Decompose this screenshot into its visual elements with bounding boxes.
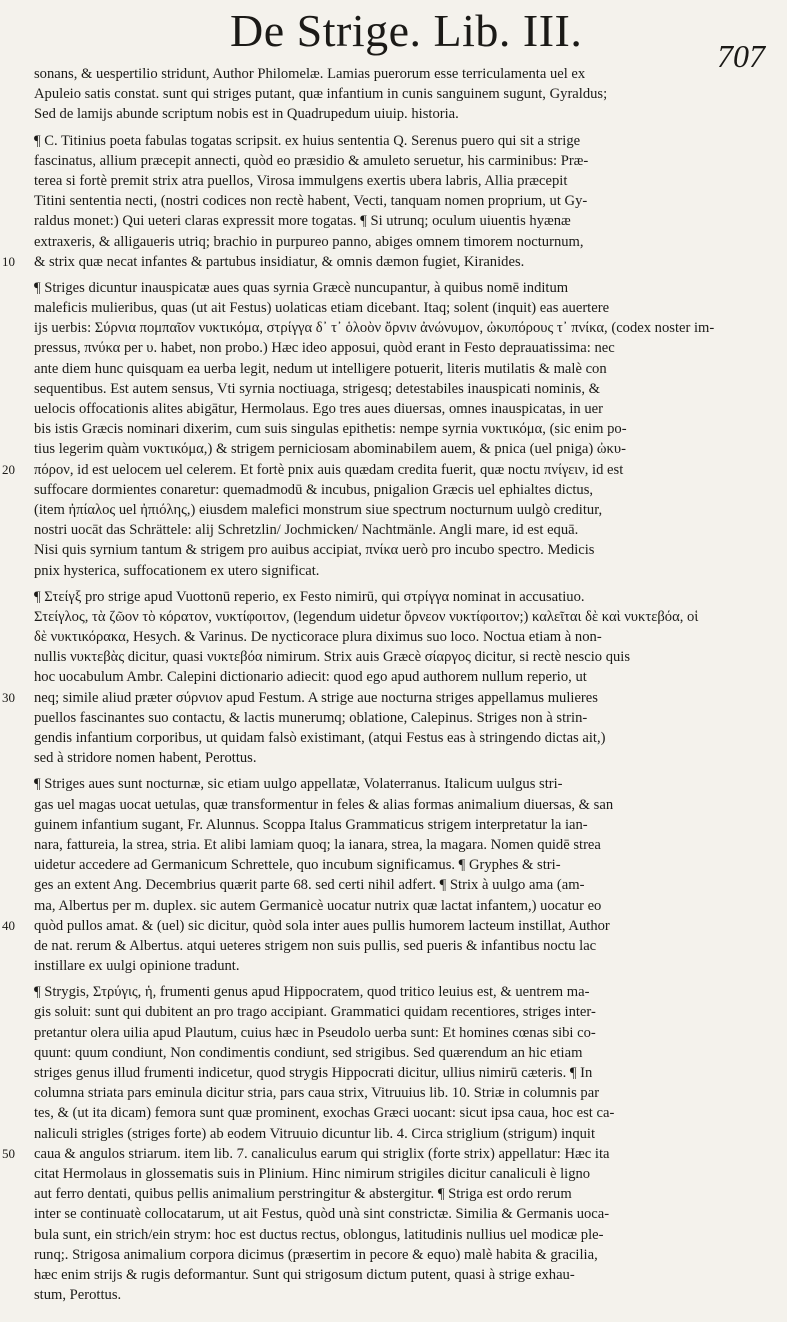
text-line: gendis infantium corporibus, ut quidam falsò existimant, (atqui Festus eas à stringendo dictas ait,) bbox=[34, 730, 606, 746]
text-line: ¶ Strygis, Στρύγις, ἡ, frumenti genus apud Hippocratem, quod tritico leuius est, & uentrem ma- bbox=[34, 984, 590, 1001]
text-line: instillare ex uulgi opinione tradunt. bbox=[34, 958, 240, 975]
text-line: ¶ Striges aues sunt nocturnæ, sic etiam uulgo appellatæ, Volaterranus. Italicum uulgus stri- bbox=[34, 776, 563, 793]
text-line: columna striata pars eminula dicitur stria, pars caua strix, Vitruuius lib. 10. Striæ in columnis par bbox=[34, 1085, 600, 1102]
margin-line-number: 10 bbox=[2, 254, 15, 269]
text-line: uelocis offocationis alites abigātur, Hermolaus. Ego tres aues diuersas, omnes inauspicatas, in uer bbox=[34, 401, 603, 417]
text-line: δὲ νυκτικόρακα, Hesych. & Varinus. De nycticorace plura diximus suo loco. Noctua etiam à non- bbox=[34, 629, 602, 646]
text-line: raldus monet:) Qui ueteri claras expressit more togatas. ¶ Si utrunq; oculum uiuentis hyænæ bbox=[34, 213, 571, 230]
text-line: ma, Albertus per m. duplex. sic autem Germanicè uocatur nutrix quæ lactat infantem,) uocatur eo bbox=[34, 897, 602, 914]
text-line: nara, fattureia, la strea, stria. Et alibi lamiam quoq; la ianara, strea, la magara. Nomen quidē strea bbox=[34, 836, 601, 853]
margin-line-number: 30 bbox=[2, 690, 15, 705]
text-line: quunt: quum condiunt, Non condimentis condiunt, sed strigibus. Sed quærendum an hic etiam bbox=[34, 1044, 583, 1061]
text-line: gas uel magas uocat uetulas, quæ transformentur in feles & alias formas animalium diuersas, & san bbox=[34, 796, 614, 813]
text-line: bula sunt, ein strich/ein strym: hoc est ductus rectus, oblongus, latitudinis nullius uel modicæ ple- bbox=[34, 1226, 604, 1243]
text-line: Στείγλος, τὰ ζῶον τὸ κόρατον, νυκτίφοιτον, (legendum uidetur ὄρνεον νυκτίφοιτον;) καλεῖται δὲ καὶ νυκτεβόα, οἱ bbox=[34, 608, 699, 625]
text-line: ¶ Striges dicuntur inauspicatæ aues quas syrnia Græcè nuncupantur, à quibus nomē inditum bbox=[34, 279, 569, 296]
text-line: aut ferro dentati, quibus pellis animalium perstringitur & abstergitur. ¶ Striga est ordo rerum bbox=[34, 1186, 572, 1203]
text-line: hæc enim strijs & rugis deformantur. Sunt qui strigosum dictum putent, quasi à strige exhau- bbox=[34, 1266, 575, 1283]
text-line: & strix quæ necat infantes & partubus insidiatur, & omnis dæmon fugiet, Kiranides. bbox=[34, 253, 525, 270]
text-line: quòd pullos amat. & (uel) sic dicitur, quòd sola inter aues pullis humorem lacteum instillat, Author bbox=[34, 917, 610, 934]
text-line: Apuleio satis constat. sunt qui striges putant, quæ infantium in cunis sanguinem sugunt, Gyraldus; bbox=[34, 86, 608, 103]
margin-line-number: 20 bbox=[2, 462, 15, 477]
body-text bbox=[34, 64, 776, 1305]
text-line: nostri uocāt das Schrättele: alij Schretzlin/ Jochmicken/ Nachtmänle. Angli mare, id est equā. bbox=[34, 522, 579, 539]
text-line: ante diem hunc quisquam ea uerba legit, nedum ut intelligere potuerit, literis mutilatis & malè con bbox=[34, 360, 607, 377]
text-line: gis soluit: sunt qui dubitent an pro trago accipiant. Grammatici quidam recentiores, striges inter- bbox=[34, 1004, 596, 1021]
text-line: (item ἠπίαλος uel ἠπιόλης,) eiusdem malefici monstrum siue spectrum nocturnum uulgò creditur, bbox=[34, 501, 603, 518]
text-line: Sed de lamijs abunde scriptum nobis est in Quadrupedum uiuip. historia. bbox=[34, 106, 459, 123]
text-line: naliculi strigles (striges forte) ab eodem Vitruuio dicuntur lib. 4. Circa striglium (strigum) inquit bbox=[34, 1125, 596, 1142]
text-line: pressus, πνύκα per υ. habet, non probo.) Hæc ideo apposui, quòd erant in Festo deprauatissima: nec bbox=[34, 340, 615, 357]
text-line: sequentibus. Est autem sensus, Vti syrnia noctiuaga, strigesq; detestabiles inauspicati nominis, & bbox=[34, 380, 600, 397]
text-line: nullis νυκτεβὰς dicitur, quasi νυκτεβόα nimirum. Strix auis Græcè σίαργος dicitur, si rectè nescio quis bbox=[34, 649, 631, 666]
running-head: De Strige. Lib. III. bbox=[230, 5, 583, 56]
text-line: ijs uerbis: Σύρνια πομπαῖον νυκτικόμα, στρίγγα δ᾽ τ᾽ ὁλοὸν ὄρνιν ἀνώνυμον, ὠκυπόρους τ᾽ πνίκα, (codex noster im- bbox=[34, 320, 715, 337]
text-line: guinem infantium sugant, Fr. Alunnus. Scoppa Italus Grammaticus strigem interpretatur la ian- bbox=[34, 816, 588, 833]
text-line: πόρον, id est uelocem uel celerem. Et fortè pnix auis quædam credita fuerit, quæ noctu πνίγειν, id est bbox=[34, 461, 624, 478]
text-line: ¶ C. Titinius poeta fabulas togatas scripsit. ex huius sententia Q. Serenus puero qui sit a strige bbox=[34, 132, 581, 149]
text-line: sonans, & uespertilio stridunt, Author Philomelæ. Lamias puerorum esse terriculamenta uel ex bbox=[34, 66, 586, 82]
page-number: 707 bbox=[717, 38, 765, 74]
text-line: stum, Perottus. bbox=[34, 1287, 122, 1304]
text-line: runq;. Strigosa animalium corpora dicimus (præsertim in pecore & equo) malè habita & gracilia, bbox=[34, 1246, 598, 1263]
text-line: pretantur olera uilia apud Plautum, cuius hæc in Pseudolo uerba sunt: Et homines cœnas sibi co- bbox=[34, 1024, 596, 1041]
text-line: uidetur accedere ad Germanicum Schrettele, quo incubum significamus. ¶ Gryphes & stri- bbox=[34, 857, 561, 874]
text-line: suffocare dormientes conaretur: quemadmodū & incubus, pnigalion Græcis uel ephialtes dictus, bbox=[34, 481, 594, 498]
text-line: neq; simile aliud præter σύρνιον apud Festum. A strige aue nocturna striges appellamus mulieres bbox=[34, 689, 598, 706]
text-line: Titini sententia necti, (nostri codices non rectè habent, Vecti, tanquam nomen proprium, ut Gy- bbox=[34, 193, 588, 210]
text-line: fascinatus, allium præcepit annecti, quòd eo præsidio & amuleto seruetur, his carminibus: Præ- bbox=[34, 152, 589, 169]
text-line: bis istis Græcis nominari dixerim, cum suis singulas epithetis: nempe syrnia νυκτικόμα, (sic enim po- bbox=[34, 421, 627, 438]
margin-line-number: 40 bbox=[2, 918, 15, 933]
text-line: tius legerim quàm νυκτικόμα,) & strigem perniciosam abominabilem auem, & pnica (uel pniga) ὠκυ- bbox=[34, 441, 626, 458]
text-line: terea si fortè premit strix atra puellos, Virosa immulgens exertis ubera labris, Allia præcepit bbox=[34, 172, 568, 189]
text-line: ¶ Στείγξ pro strige apud Vuottonū reperio, ex Festo nimirū, qui στρίγγα nominat in accusatiuo. bbox=[34, 588, 585, 605]
text-line: puellos fascinantes suo contactu, & lactis munerumq; oblatione, Calepinus. Striges non à strin- bbox=[34, 709, 588, 726]
text-line: ges an extent Ang. Decembrius quærit parte 68. sed certi nihil adfert. ¶ Strix à uulgo ama (am- bbox=[34, 877, 585, 894]
text-line: sed à stridore nomen habent, Perottus. bbox=[34, 750, 257, 767]
text-line: de nat. rerum & Albertus. atqui ueteres strigem non suis pullis, sed pueris & infantibus noctu lac bbox=[34, 937, 597, 954]
margin-line-number: 50 bbox=[2, 1146, 15, 1161]
text-line: hoc uocabulum Ambr. Calepini dictionario adiecit: quod ego apud authorem nullum reperio, ut bbox=[34, 669, 587, 686]
text-line: pnix hysterica, suffocationem ex utero significat. bbox=[34, 562, 320, 579]
text-line: inter se continuatè collocatarum, ut ait Festus, quòd unà sint constrictæ. Similiа & Germanis uoca- bbox=[34, 1206, 610, 1223]
text-line: striges genus illud frumenti indicetur, quod strygis Hippocrati dicitur, ullius nimirū cæteris. ¶ In bbox=[34, 1065, 593, 1081]
text-line: caua & angulos striarum. item lib. 7. canaliculus earum qui striglix (forte strix) appellatur: Hæc ita bbox=[34, 1145, 610, 1162]
text-line: maleficis mulieribus, quas (ut ait Festus) uolaticas etiam dicebant. Itaq; solent (inquit) eas auertere bbox=[34, 300, 610, 317]
text-line: Nisi quis syrnium tantum & strigem pro auibus accipiat, πνίκα uerò pro incubo spectro. Medicis bbox=[34, 542, 595, 559]
text-line: citat Hermolaus in glossematis suis in Plinium. Hinc nimirum strigiles dicitur canaliculi è ligno bbox=[34, 1165, 591, 1182]
text-line: tes, & (ut ita dicam) femora sunt quæ prominent, exochas Græci uocant: sicut ipsa caua, hoc est ca- bbox=[34, 1105, 615, 1122]
text-line: extraxeris, & alligaueris utriq; brachio in purpureo panno, abiges omnem timorem nocturnum, bbox=[34, 233, 584, 250]
